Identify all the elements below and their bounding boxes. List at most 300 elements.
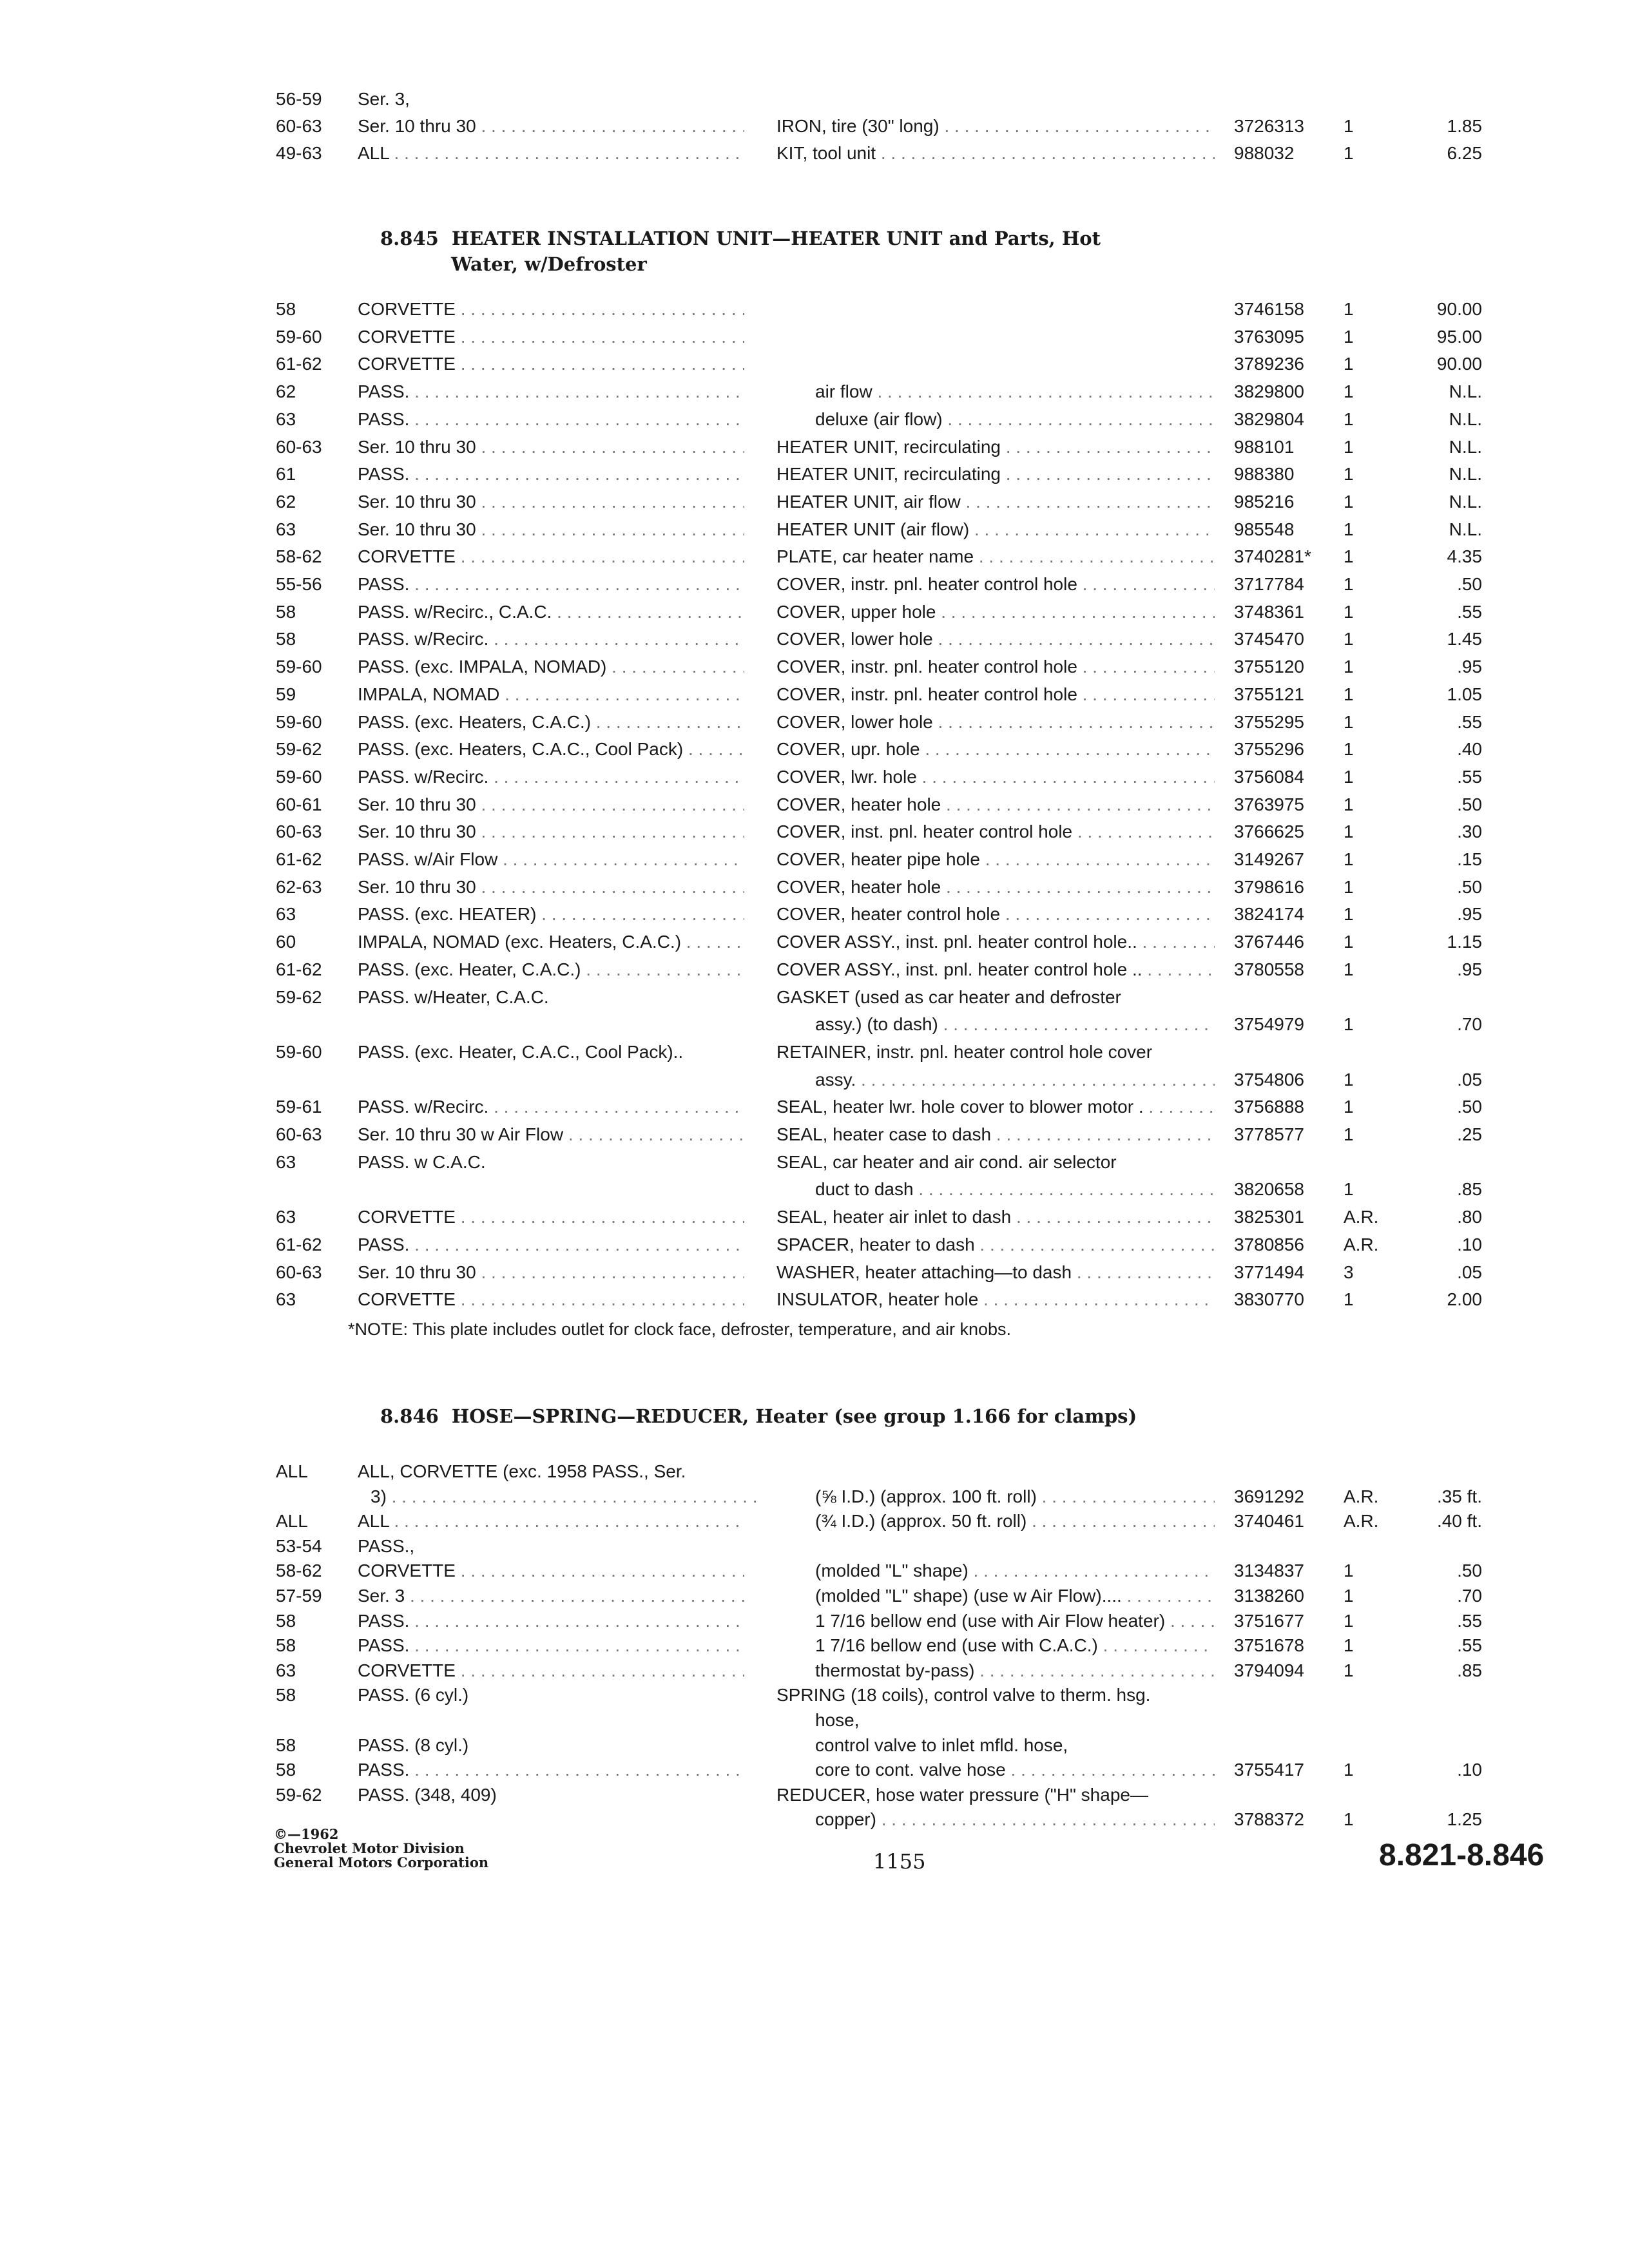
part-number-cell: 3755296 <box>1234 739 1305 760</box>
table-row <box>0 653 1629 681</box>
section-number: 8.845 <box>380 227 439 249</box>
model-cell: PASS. (8 cyl.) <box>358 1735 469 1755</box>
year-cell: 61-62 <box>276 354 322 374</box>
description-cell: SEAL, heater air inlet to dash . . . <box>776 1203 1215 1231</box>
description-cell: thermostat by-pass) . . . <box>776 1657 1215 1685</box>
quantity-cell: 1 <box>1344 116 1354 136</box>
table-row <box>0 350 1629 378</box>
price-cell: N.L. <box>1449 491 1482 512</box>
model-cell: CORVETTE . . . <box>358 1657 744 1685</box>
year-cell: 61 <box>276 464 296 485</box>
table-row <box>0 460 1629 488</box>
part-number-cell: 3756084 <box>1234 766 1305 787</box>
quantity-cell: 1 <box>1344 299 1354 319</box>
price-cell: .70 <box>1457 1586 1482 1606</box>
description-cell: SPRING (18 coils), control valve to therm. hsg. <box>776 1685 1151 1706</box>
year-cell: 63 <box>276 1289 296 1310</box>
year-cell: 63 <box>276 1151 296 1172</box>
model-cell: CORVETTE . . . <box>358 1285 744 1314</box>
price-cell: 1.25 <box>1447 1809 1482 1830</box>
part-number-cell: 3767446 <box>1234 932 1305 952</box>
model-cell: PASS. . . . <box>358 1607 744 1635</box>
year-cell: 62 <box>276 381 296 402</box>
price-cell: .40 <box>1457 739 1482 760</box>
model-cell: PASS. . . . <box>358 460 744 488</box>
year-cell: 58-62 <box>276 1561 322 1581</box>
quantity-cell: 1 <box>1344 546 1354 567</box>
part-number-cell: 3820658 <box>1234 1179 1305 1200</box>
quantity-cell: A.R. <box>1344 1486 1379 1506</box>
year-cell: 60-63 <box>276 822 322 842</box>
quantity-cell: 1 <box>1344 601 1354 622</box>
part-number-cell: 3754979 <box>1234 1014 1305 1035</box>
table-row <box>0 515 1629 544</box>
quantity-cell: A.R. <box>1344 1234 1379 1254</box>
description-cell: SPACER, heater to dash . . . <box>776 1231 1215 1259</box>
description-cell: REDUCER, hose water pressure ("H" shape— <box>776 1784 1148 1805</box>
year-cell: 59-61 <box>276 1097 322 1117</box>
quantity-cell: 3 <box>1344 1262 1354 1282</box>
model-cell: ALL . . . <box>358 139 744 168</box>
part-number-cell: 3134837 <box>1234 1561 1305 1581</box>
price-cell: .40 ft. <box>1436 1511 1482 1532</box>
table-row <box>0 900 1629 928</box>
description-cell: COVER ASSY., inst. pnl. heater control hole.. . . . <box>776 928 1215 956</box>
description-cell: COVER, heater control hole . . . <box>776 900 1215 928</box>
model-cell: PASS. w/Air Flow . . . <box>358 845 744 874</box>
model-cell: Ser. 10 thru 30 w Air Flow . . . <box>358 1120 744 1149</box>
year-cell: 58 <box>276 1760 296 1780</box>
table-row <box>0 873 1629 901</box>
year-cell: 59-60 <box>276 326 322 347</box>
price-cell: .55 <box>1457 766 1482 787</box>
description-cell: COVER, upper hole . . . <box>776 598 1215 626</box>
price-cell: .50 <box>1457 1561 1482 1581</box>
model-cell: PASS. (exc. HEATER) . . . <box>358 900 744 928</box>
model-cell: PASS. (exc. Heater, C.A.C.) . . . <box>358 956 744 984</box>
price-cell: 1.45 <box>1447 629 1482 649</box>
price-cell: .35 ft. <box>1436 1486 1482 1506</box>
quantity-cell: 1 <box>1344 849 1354 869</box>
table-row <box>0 1681 1629 1709</box>
part-number-cell: 3780558 <box>1234 959 1305 979</box>
table-row <box>0 1582 1629 1610</box>
model-cell: PASS. w/Recirc. . . . <box>358 625 744 653</box>
price-cell: .55 <box>1457 1635 1482 1656</box>
description-cell: HEATER UNIT, recirculating . . . <box>776 460 1215 488</box>
description-cell: HEATER UNIT, air flow . . . <box>776 488 1215 516</box>
table-row <box>0 1010 1629 1039</box>
price-cell: 1.05 <box>1447 684 1482 704</box>
section-title-line2: Water, w/Defroster <box>451 253 647 275</box>
copyright-line: ©—1962 <box>274 1826 339 1842</box>
model-cell: Ser. 10 thru 30 . . . <box>358 873 744 901</box>
description-cell: COVER ASSY., inst. pnl. heater control hole .. . . . <box>776 956 1215 984</box>
description-cell: INSULATOR, heater hole . . . <box>776 1285 1215 1314</box>
year-cell: 58 <box>276 601 296 622</box>
price-cell: .85 <box>1457 1660 1482 1680</box>
description-cell: HEATER UNIT, recirculating . . . <box>776 433 1215 461</box>
description-cell: COVER, upr. hole . . . <box>776 735 1215 764</box>
price-cell: .55 <box>1457 601 1482 622</box>
model-cell: PASS. (exc. Heaters, C.A.C.) . . . <box>358 708 744 736</box>
quantity-cell: 1 <box>1344 794 1354 814</box>
price-cell: .25 <box>1457 1124 1482 1144</box>
section-title: HEATER INSTALLATION UNIT—HEATER UNIT and Parts, Hot <box>451 227 1101 249</box>
model-cell: PASS. . . . <box>358 570 744 599</box>
model-cell: CORVETTE . . . <box>358 543 744 571</box>
price-cell: .80 <box>1457 1207 1482 1227</box>
table-row <box>0 323 1629 351</box>
table-row <box>0 1120 1629 1149</box>
part-number-cell: 3748361 <box>1234 601 1305 622</box>
model-cell: PASS. . . . <box>358 1231 744 1259</box>
model-cell: PASS. . . . <box>358 405 744 434</box>
model-cell: CORVETTE . . . <box>358 295 744 323</box>
table-row <box>0 763 1629 791</box>
year-cell: 60-63 <box>276 116 322 136</box>
table-row <box>0 1203 1629 1231</box>
quantity-cell: 1 <box>1344 1014 1354 1035</box>
quantity-cell: A.R. <box>1344 1511 1379 1532</box>
quantity-cell: 1 <box>1344 1561 1354 1581</box>
table-row <box>0 680 1629 709</box>
part-number-cell: 3825301 <box>1234 1207 1305 1227</box>
part-number-cell: 988101 <box>1234 436 1295 457</box>
description-cell: control valve to inlet mfld. hose, <box>815 1735 1068 1755</box>
quantity-cell: A.R. <box>1344 1207 1379 1227</box>
table-row <box>0 1631 1629 1660</box>
quantity-cell: 1 <box>1344 876 1354 897</box>
quantity-cell: 1 <box>1344 822 1354 842</box>
quantity-cell: 1 <box>1344 1610 1354 1631</box>
table-row <box>0 139 1629 168</box>
price-cell: .85 <box>1457 1179 1482 1200</box>
model-cell: CORVETTE . . . <box>358 350 744 378</box>
part-number-cell: 3771494 <box>1234 1262 1305 1282</box>
price-cell: .95 <box>1457 657 1482 677</box>
description-cell: SEAL, heater case to dash . . . <box>776 1120 1215 1149</box>
quantity-cell: 1 <box>1344 932 1354 952</box>
model-cell: PASS. w/Recirc. . . . <box>358 763 744 791</box>
table-row <box>0 1457 1629 1486</box>
year-cell: 59-60 <box>276 711 322 732</box>
price-cell: N.L. <box>1449 381 1482 402</box>
part-number-cell: 3763975 <box>1234 794 1305 814</box>
model-cell: IMPALA, NOMAD (exc. Heaters, C.A.C.) . . . <box>358 928 744 956</box>
part-number-cell: 3726313 <box>1234 116 1305 136</box>
year-cell: 59-62 <box>276 1784 322 1805</box>
description-cell: air flow . . . <box>776 378 1215 406</box>
table-row <box>0 1175 1629 1204</box>
quantity-cell: 1 <box>1344 959 1354 979</box>
year-cell: 59-62 <box>276 739 322 760</box>
table-row <box>0 1706 1629 1735</box>
model-cell: Ser. 10 thru 30 . . . <box>358 515 744 544</box>
part-number-cell: 3778577 <box>1234 1124 1305 1144</box>
description-cell: (⅝ I.D.) (approx. 100 ft. roll) . . . <box>776 1483 1215 1511</box>
description-cell: (¾ I.D.) (approx. 50 ft. roll) . . . <box>776 1507 1215 1535</box>
model-cell: Ser. 3, <box>358 89 410 109</box>
part-number-cell: 3138260 <box>1234 1586 1305 1606</box>
description-cell: COVER, lower hole . . . <box>776 625 1215 653</box>
description-cell: hose, <box>815 1710 860 1730</box>
description-cell: duct to dash . . . <box>776 1175 1215 1204</box>
model-cell: 3) . . . <box>358 1483 757 1511</box>
year-cell: 61-62 <box>276 849 322 869</box>
price-cell: .10 <box>1457 1234 1482 1254</box>
quantity-cell: 1 <box>1344 629 1354 649</box>
table-row <box>0 1557 1629 1585</box>
description-cell: HEATER UNIT (air flow) . . . <box>776 515 1215 544</box>
year-cell: 59-60 <box>276 1041 322 1062</box>
model-cell: CORVETTE . . . <box>358 1557 744 1585</box>
part-number-cell: 3829804 <box>1234 408 1305 429</box>
table-row <box>0 1483 1629 1511</box>
quantity-cell: 1 <box>1344 1760 1354 1780</box>
year-cell: 62 <box>276 491 296 512</box>
year-cell: 58 <box>276 1735 296 1755</box>
table-row <box>0 598 1629 626</box>
section-title: HOSE—SPRING—REDUCER, Heater (see group 1.166 for clamps) <box>451 1405 1137 1427</box>
part-number-cell: 3755120 <box>1234 657 1305 677</box>
description-cell: KIT, tool unit . . . <box>776 139 1215 168</box>
part-number-cell: 3830770 <box>1234 1289 1305 1310</box>
model-cell: PASS. . . . <box>358 1631 744 1660</box>
table-row <box>0 956 1629 984</box>
part-number-cell: 3755121 <box>1234 684 1305 704</box>
footnote: *NOTE: This plate includes outlet for clock face, defroster, temperature, and air knobs. <box>348 1320 1012 1339</box>
price-cell: N.L. <box>1449 464 1482 485</box>
part-number-cell: 3798616 <box>1234 876 1305 897</box>
year-cell: 56-59 <box>276 89 322 109</box>
price-cell: 95.00 <box>1436 326 1482 347</box>
year-cell: 59 <box>276 684 296 704</box>
price-cell: 90.00 <box>1436 299 1482 319</box>
description-cell: COVER, instr. pnl. heater control hole . . . <box>776 680 1215 709</box>
description-cell: COVER, heater hole . . . <box>776 791 1215 819</box>
description-cell: assy. . . . <box>776 1066 1215 1094</box>
part-number-cell: 3746158 <box>1234 299 1305 319</box>
price-cell: N.L. <box>1449 436 1482 457</box>
table-row <box>0 1607 1629 1635</box>
copyright-block <box>274 1827 488 1870</box>
model-cell: ALL . . . <box>358 1507 744 1535</box>
price-cell: 1.15 <box>1447 932 1482 952</box>
price-cell: .95 <box>1457 904 1482 925</box>
price-cell: .55 <box>1457 711 1482 732</box>
year-cell: 53-54 <box>276 1535 322 1556</box>
year-cell: 55-56 <box>276 574 322 594</box>
part-number-cell: 3751678 <box>1234 1635 1305 1656</box>
table-row <box>0 1231 1629 1259</box>
model-cell: PASS. w/Recirc., C.A.C. . . . <box>358 598 744 626</box>
description-cell: core to cont. valve hose . . . <box>776 1756 1215 1784</box>
part-number-cell: 3829800 <box>1234 381 1305 402</box>
year-cell: 63 <box>276 1660 296 1680</box>
quantity-cell: 1 <box>1344 1635 1354 1656</box>
price-cell: 2.00 <box>1447 1289 1482 1310</box>
part-number-cell: 3754806 <box>1234 1069 1305 1090</box>
year-cell: 58-62 <box>276 546 322 567</box>
price-cell: .50 <box>1457 794 1482 814</box>
description-cell: COVER, heater pipe hole . . . <box>776 845 1215 874</box>
quantity-cell: 1 <box>1344 519 1354 539</box>
quantity-cell: 1 <box>1344 491 1354 512</box>
quantity-cell: 1 <box>1344 1179 1354 1200</box>
table-row <box>0 1507 1629 1535</box>
year-cell: 59-62 <box>276 986 322 1007</box>
table-row <box>0 1093 1629 1121</box>
table-row <box>0 928 1629 956</box>
part-number-cell: 3717784 <box>1234 574 1305 594</box>
year-cell: 60-63 <box>276 1262 322 1282</box>
table-row <box>0 1731 1629 1760</box>
table-row <box>0 433 1629 461</box>
quantity-cell: 1 <box>1344 408 1354 429</box>
price-cell: 1.85 <box>1447 116 1482 136</box>
price-cell: .70 <box>1457 1014 1482 1035</box>
table-row <box>0 845 1629 874</box>
year-cell: 60 <box>276 932 296 952</box>
part-number-cell: 3755417 <box>1234 1760 1305 1780</box>
table-row <box>0 625 1629 653</box>
model-cell: PASS. (exc. IMPALA, NOMAD) . . . <box>358 653 744 681</box>
table-row <box>0 570 1629 599</box>
quantity-cell: 1 <box>1344 436 1354 457</box>
quantity-cell: 1 <box>1344 711 1354 732</box>
description-cell: assy.) (to dash) . . . <box>776 1010 1215 1039</box>
table-row <box>0 405 1629 434</box>
description-cell: GASKET (used as car heater and defroster <box>776 986 1121 1007</box>
table-row <box>0 818 1629 846</box>
part-number-cell: 3788372 <box>1234 1809 1305 1830</box>
copyright-line: General Motors Corporation <box>274 1854 489 1870</box>
table-row <box>0 735 1629 764</box>
year-cell: 62-63 <box>276 876 322 897</box>
part-number-cell: 3794094 <box>1234 1660 1305 1680</box>
model-cell: Ser. 10 thru 30 . . . <box>358 818 744 846</box>
part-number-cell: 3745470 <box>1234 629 1305 649</box>
quantity-cell: 1 <box>1344 1586 1354 1606</box>
model-cell: PASS. (348, 409) <box>358 1784 497 1805</box>
quantity-cell: 1 <box>1344 381 1354 402</box>
description-cell: RETAINER, instr. pnl. heater control hole cover <box>776 1041 1153 1062</box>
description-cell: COVER, lwr. hole . . . <box>776 763 1215 791</box>
table-row <box>0 543 1629 571</box>
year-cell: ALL <box>276 1461 308 1481</box>
year-cell: 58 <box>276 629 296 649</box>
part-number-cell: 3780856 <box>1234 1234 1305 1254</box>
price-cell: .50 <box>1457 876 1482 897</box>
price-cell: N.L. <box>1449 408 1482 429</box>
description-cell: deluxe (air flow) . . . <box>776 405 1215 434</box>
quantity-cell: 1 <box>1344 1809 1354 1830</box>
year-cell: 60-61 <box>276 794 322 814</box>
part-number-cell: 3789236 <box>1234 354 1305 374</box>
model-cell: Ser. 10 thru 30 . . . <box>358 112 744 140</box>
year-cell: 58 <box>276 1610 296 1631</box>
description-cell: COVER, heater hole . . . <box>776 873 1215 901</box>
year-cell: 58 <box>276 299 296 319</box>
description-cell: IRON, tire (30" long) . . . <box>776 112 1215 140</box>
model-cell: IMPALA, NOMAD . . . <box>358 680 744 709</box>
price-cell: 6.25 <box>1447 143 1482 163</box>
table-row <box>0 1066 1629 1094</box>
price-cell: 90.00 <box>1436 354 1482 374</box>
table-row <box>0 1258 1629 1287</box>
part-number-cell: 988380 <box>1234 464 1295 485</box>
year-cell: 63 <box>276 904 296 925</box>
description-cell: SEAL, heater lwr. hole cover to blower motor . . . . <box>776 1093 1215 1121</box>
group-range: 8.821-8.846 <box>1379 1838 1545 1872</box>
year-cell: 60-63 <box>276 436 322 457</box>
table-row <box>0 791 1629 819</box>
price-cell: .05 <box>1457 1262 1482 1282</box>
quantity-cell: 1 <box>1344 464 1354 485</box>
description-cell: COVER, instr. pnl. heater control hole . . . <box>776 653 1215 681</box>
table-row <box>0 983 1629 1012</box>
description-cell: (molded "L" shape) . . . <box>776 1557 1215 1585</box>
model-cell: PASS., <box>358 1535 415 1556</box>
model-cell: PASS. w/Recirc. . . . <box>358 1093 744 1121</box>
model-cell: PASS. . . . <box>358 378 744 406</box>
table-row <box>0 378 1629 406</box>
year-cell: 63 <box>276 519 296 539</box>
quantity-cell: 1 <box>1344 904 1354 925</box>
description-cell: COVER, instr. pnl. heater control hole . . . <box>776 570 1215 599</box>
price-cell: N.L. <box>1449 519 1482 539</box>
model-cell: PASS. (exc. Heaters, C.A.C., Cool Pack) . . . <box>358 735 744 764</box>
table-row <box>0 1532 1629 1561</box>
year-cell: 60-63 <box>276 1124 322 1144</box>
quantity-cell: 1 <box>1344 1660 1354 1680</box>
quantity-cell: 1 <box>1344 326 1354 347</box>
model-cell: Ser. 10 thru 30 . . . <box>358 488 744 516</box>
description-cell: COVER, inst. pnl. heater control hole . . . <box>776 818 1215 846</box>
quantity-cell: 1 <box>1344 739 1354 760</box>
year-cell: 63 <box>276 1207 296 1227</box>
table-row <box>0 295 1629 323</box>
price-cell: 4.35 <box>1447 546 1482 567</box>
table-row <box>0 1805 1629 1834</box>
part-number-cell: 988032 <box>1234 143 1295 163</box>
quantity-cell: 1 <box>1344 1069 1354 1090</box>
table-row <box>0 1038 1629 1066</box>
part-number-cell: 985548 <box>1234 519 1295 539</box>
model-cell: PASS. (exc. Heater, C.A.C., Cool Pack).. <box>358 1041 684 1062</box>
description-cell: 1 7/16 bellow end (use with Air Flow heater) . . . <box>776 1607 1215 1635</box>
section-number: 8.846 <box>380 1405 439 1427</box>
part-number-cell: 3149267 <box>1234 849 1305 869</box>
model-cell: PASS. (6 cyl.) <box>358 1685 469 1706</box>
price-cell: .30 <box>1457 822 1482 842</box>
part-number-cell: 3824174 <box>1234 904 1305 925</box>
table-row <box>0 488 1629 516</box>
description-cell: copper) . . . <box>776 1805 1215 1834</box>
model-cell: Ser. 10 thru 30 . . . <box>358 791 744 819</box>
model-cell: CORVETTE . . . <box>358 323 744 351</box>
year-cell: 49-63 <box>276 143 322 163</box>
section-heading <box>380 226 1218 251</box>
table-row <box>0 1285 1629 1314</box>
quantity-cell: 1 <box>1344 143 1354 163</box>
year-cell: 57-59 <box>276 1586 322 1606</box>
model-cell: PASS. w C.A.C. <box>358 1151 486 1172</box>
model-cell: CORVETTE . . . <box>358 1203 744 1231</box>
price-cell: .55 <box>1457 1610 1482 1631</box>
part-number-cell: 3763095 <box>1234 326 1305 347</box>
